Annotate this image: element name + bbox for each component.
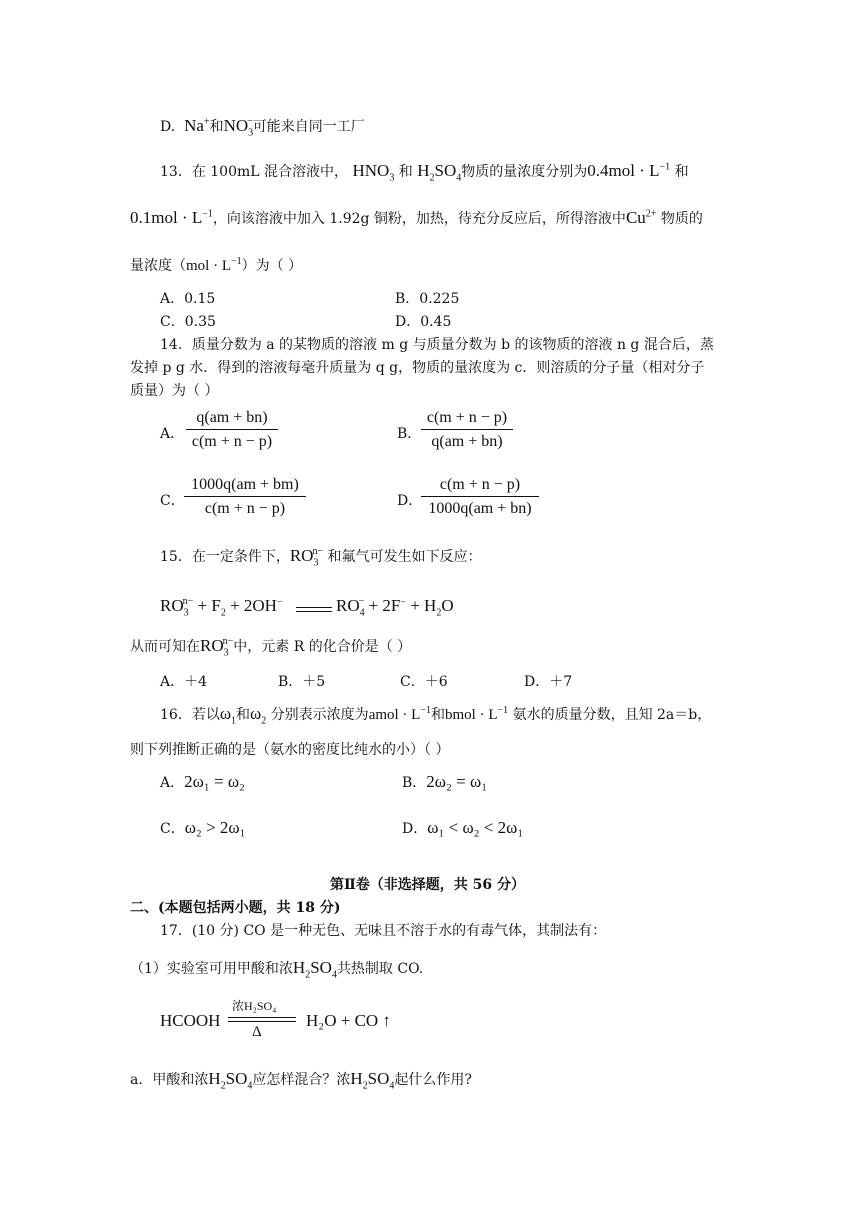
q17-equation-left: HCOOH [160,1011,221,1030]
q14-line-2: 发掉 p g 水．得到的溶液每毫升质量为 q g，物质的量浓度为 c．则溶质的分子量（相对分子 [130,360,705,376]
q13-line-2: $0.1mol \cdot L^{-1}$，向该溶液中加入 1.92g 铜粉，加热，待充分反应后，所得溶液中$Cu^{2+}$ 物质的 [130,208,703,227]
q13-option-a[interactable]: A．0.15 [160,291,216,307]
part2-section-heading: 二、(本题包括两小题，共 18 分) [130,900,341,916]
q17-sub1: （1）实验室可用甲酸和浓$H_2SO_4$共热制取 CO. [130,958,424,981]
q14-option-c-fraction: $\frac{1000q(am + bm)}{c(m + n - p)}$ [184,476,306,518]
q14-option-d-letter[interactable]: D． [397,493,423,509]
q15-option-a[interactable]: A．＋4 [160,674,208,690]
q15-option-b[interactable]: B．＋5 [278,674,326,690]
q15-option-d[interactable]: D．＋7 [524,674,573,690]
equals-sign-icon [296,607,332,612]
q12-option-d: D. Na+和$NO_3^-$可能来自同一工厂 [160,116,365,139]
q17-equation-right: H₂O + CO ↑ [306,1011,391,1030]
q14-line-3: 质量）为（ ） [130,383,219,399]
q16-option-d[interactable]: D．ω₁ < ω₂ < 2ω₁ [402,818,524,837]
q17-equation-condition-bottom: Δ [252,1024,262,1040]
q13-line-1: 13．在 100mL 混合溶液中， $HNO_3$ 和 $H_2SO_4$物质的量浓度分别为$0.4mol \cdot L^{-1}$ 和 [160,161,689,184]
q14-option-b-fraction: $\frac{c(m + n - p)}{q(am + bn)}$ [421,409,513,451]
equals-sign-icon [228,1017,296,1022]
q16-line-2: 则下列推断正确的是（氨水的密度比纯水的小）（ ） [130,742,450,758]
q13-option-b[interactable]: B．0.225 [395,291,460,307]
q15-equation-right: $RO_4^- + 2F^- + H_2O$ [336,596,454,619]
q17-equation-condition-top: 浓H₂SO₄ [232,999,277,1013]
q14-option-a-letter[interactable]: A． [160,426,185,442]
q17-question-a: a．甲酸和浓$H_2SO_4$应怎样混合？浓$H_2SO_4$起什么作用? [130,1069,472,1092]
q15-line-3: 从而可知在$RO_3^{n-}$中，元素 R 的化合价是（ ） [130,636,412,659]
q15-equation: $RO_3^{n-} + F_2 + 2OH^-$ [160,596,283,619]
q14-option-a-fraction: $\frac{q(am + bn)}{c(m + n - p)}$ [186,409,278,451]
q13-option-d[interactable]: D．0.45 [395,314,452,330]
q14-option-b-letter[interactable]: B． [397,426,422,442]
q13-option-c[interactable]: C．0.35 [160,314,216,330]
q16-option-b[interactable]: B．2ω₂ = ω₁ [402,772,488,791]
q16-option-a[interactable]: A．2ω₁ = ω₂ [160,772,245,791]
q14-option-d-fraction: $\frac{c(m + n - p)}{1000q(am + bn)}$ [421,476,539,518]
q17-line-1: 17．(10 分) CO 是一种无色、无味且不溶于水的有毒气体，其制法有： [160,923,607,939]
q14-option-c-letter[interactable]: C． [160,493,185,509]
q13-line-3: 量浓度$(mol \cdot L^{-1})$为（ ） [130,256,303,274]
q14-line-1: 14．质量分数为 a 的某物质的溶液 m g 与质量分数为 b 的该物质的溶液 n g 混合后，蒸 [160,337,714,353]
q15-line-1: 15．在一定条件下，$RO_3^{n-}$ 和氟气可发生如下反应： [160,546,482,569]
q16-option-c[interactable]: C．ω₂ > 2ω₁ [160,818,246,837]
q16-line-1: 16．若以$\omega_1$和$\omega_2$ 分别表示浓度为amol · $L^{-1}$和bmol · $L^{-1}$ 氨水的质量分数，且知 2a＝b， [160,704,712,727]
part2-title: 第Ⅱ卷（非选择题，共 56 分） [330,877,526,893]
q15-option-c[interactable]: C．＋6 [400,674,448,690]
